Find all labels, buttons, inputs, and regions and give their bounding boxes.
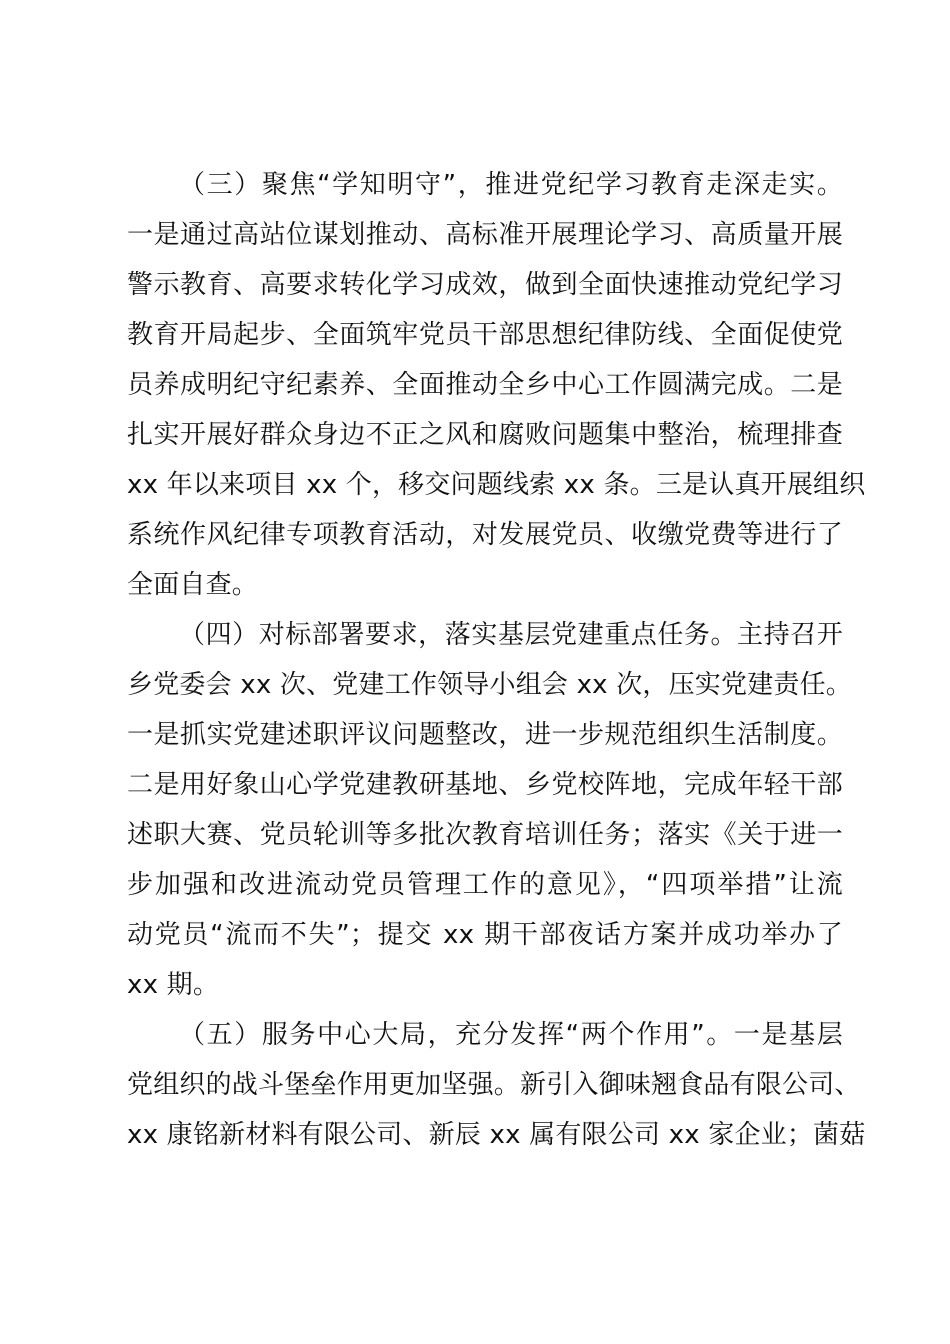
paragraph-3-line: 系统作风纪律专项教育活动，对发展党员、收缴党费等进行了 [127, 520, 843, 550]
paragraph-3-line: 员养成明纪守纪素养、全面推动全乡中心工作圆满完成。二是 [127, 370, 843, 400]
document-body [127, 160, 866, 1160]
paragraph-5-line: xx 康铭新材料有限公司、新辰 xx 属有限公司 xx 家企业；菌菇 [127, 1120, 866, 1150]
paragraph-5-line: 党组织的战斗堡垒作用更加坚强。新引入御味翘食品有限公司、 [127, 1070, 861, 1100]
paragraph-3-line: 教育开局起步、全面筑牢党员干部思想纪律防线、全面促使党 [127, 320, 843, 350]
paragraph-4-line: 一是抓实党建述职评议问题整改，进一步规范组织生活制度。 [127, 720, 843, 750]
paragraph-4-last-line: xx 期。 [127, 970, 220, 1000]
paragraph-4-line: 乡党委会 xx 次、党建工作领导小组会 xx 次，压实党建责任。 [127, 670, 853, 700]
paragraph-3-last-line: 全面自查。 [127, 570, 259, 600]
paragraph-4-line: 动党员“流而不失”；提交 xx 期干部夜话方案并成功举办了 [127, 920, 843, 950]
paragraph-4-line: 二是用好象山心学党建教研基地、乡党校阵地，完成年轻干部 [127, 770, 843, 800]
paragraph-3-line: 扎实开展好群众身边不正之风和腐败问题集中整治，梳理排查 [127, 420, 843, 450]
paragraph-3-line: 警示教育、高要求转化学习成效，做到全面快速推动党纪学习 [127, 270, 843, 300]
paragraph-4-line: 述职大赛、党员轮训等多批次教育培训任务；落实《关于进一 [127, 820, 843, 850]
paragraph-4-line: 步加强和改进流动党员管理工作的意见》，“四项举措”让流 [127, 870, 843, 900]
paragraph-5-heading-line: （五）服务中心大局，充分发挥“两个作用”。一是基层 [179, 1020, 843, 1050]
paragraph-3-heading-line: （三）聚焦“学知明守”，推进党纪学习教育走深走实。 [179, 170, 843, 200]
paragraph-4-heading-line: （四）对标部署要求，落实基层党建重点任务。主持召开 [179, 620, 843, 650]
paragraph-3-line: 一是通过高站位谋划推动、高标准开展理论学习、高质量开展 [127, 220, 843, 250]
paragraph-3-line: xx 年以来项目 xx 个，移交问题线索 xx 条。三是认真开展组织 [127, 470, 866, 500]
